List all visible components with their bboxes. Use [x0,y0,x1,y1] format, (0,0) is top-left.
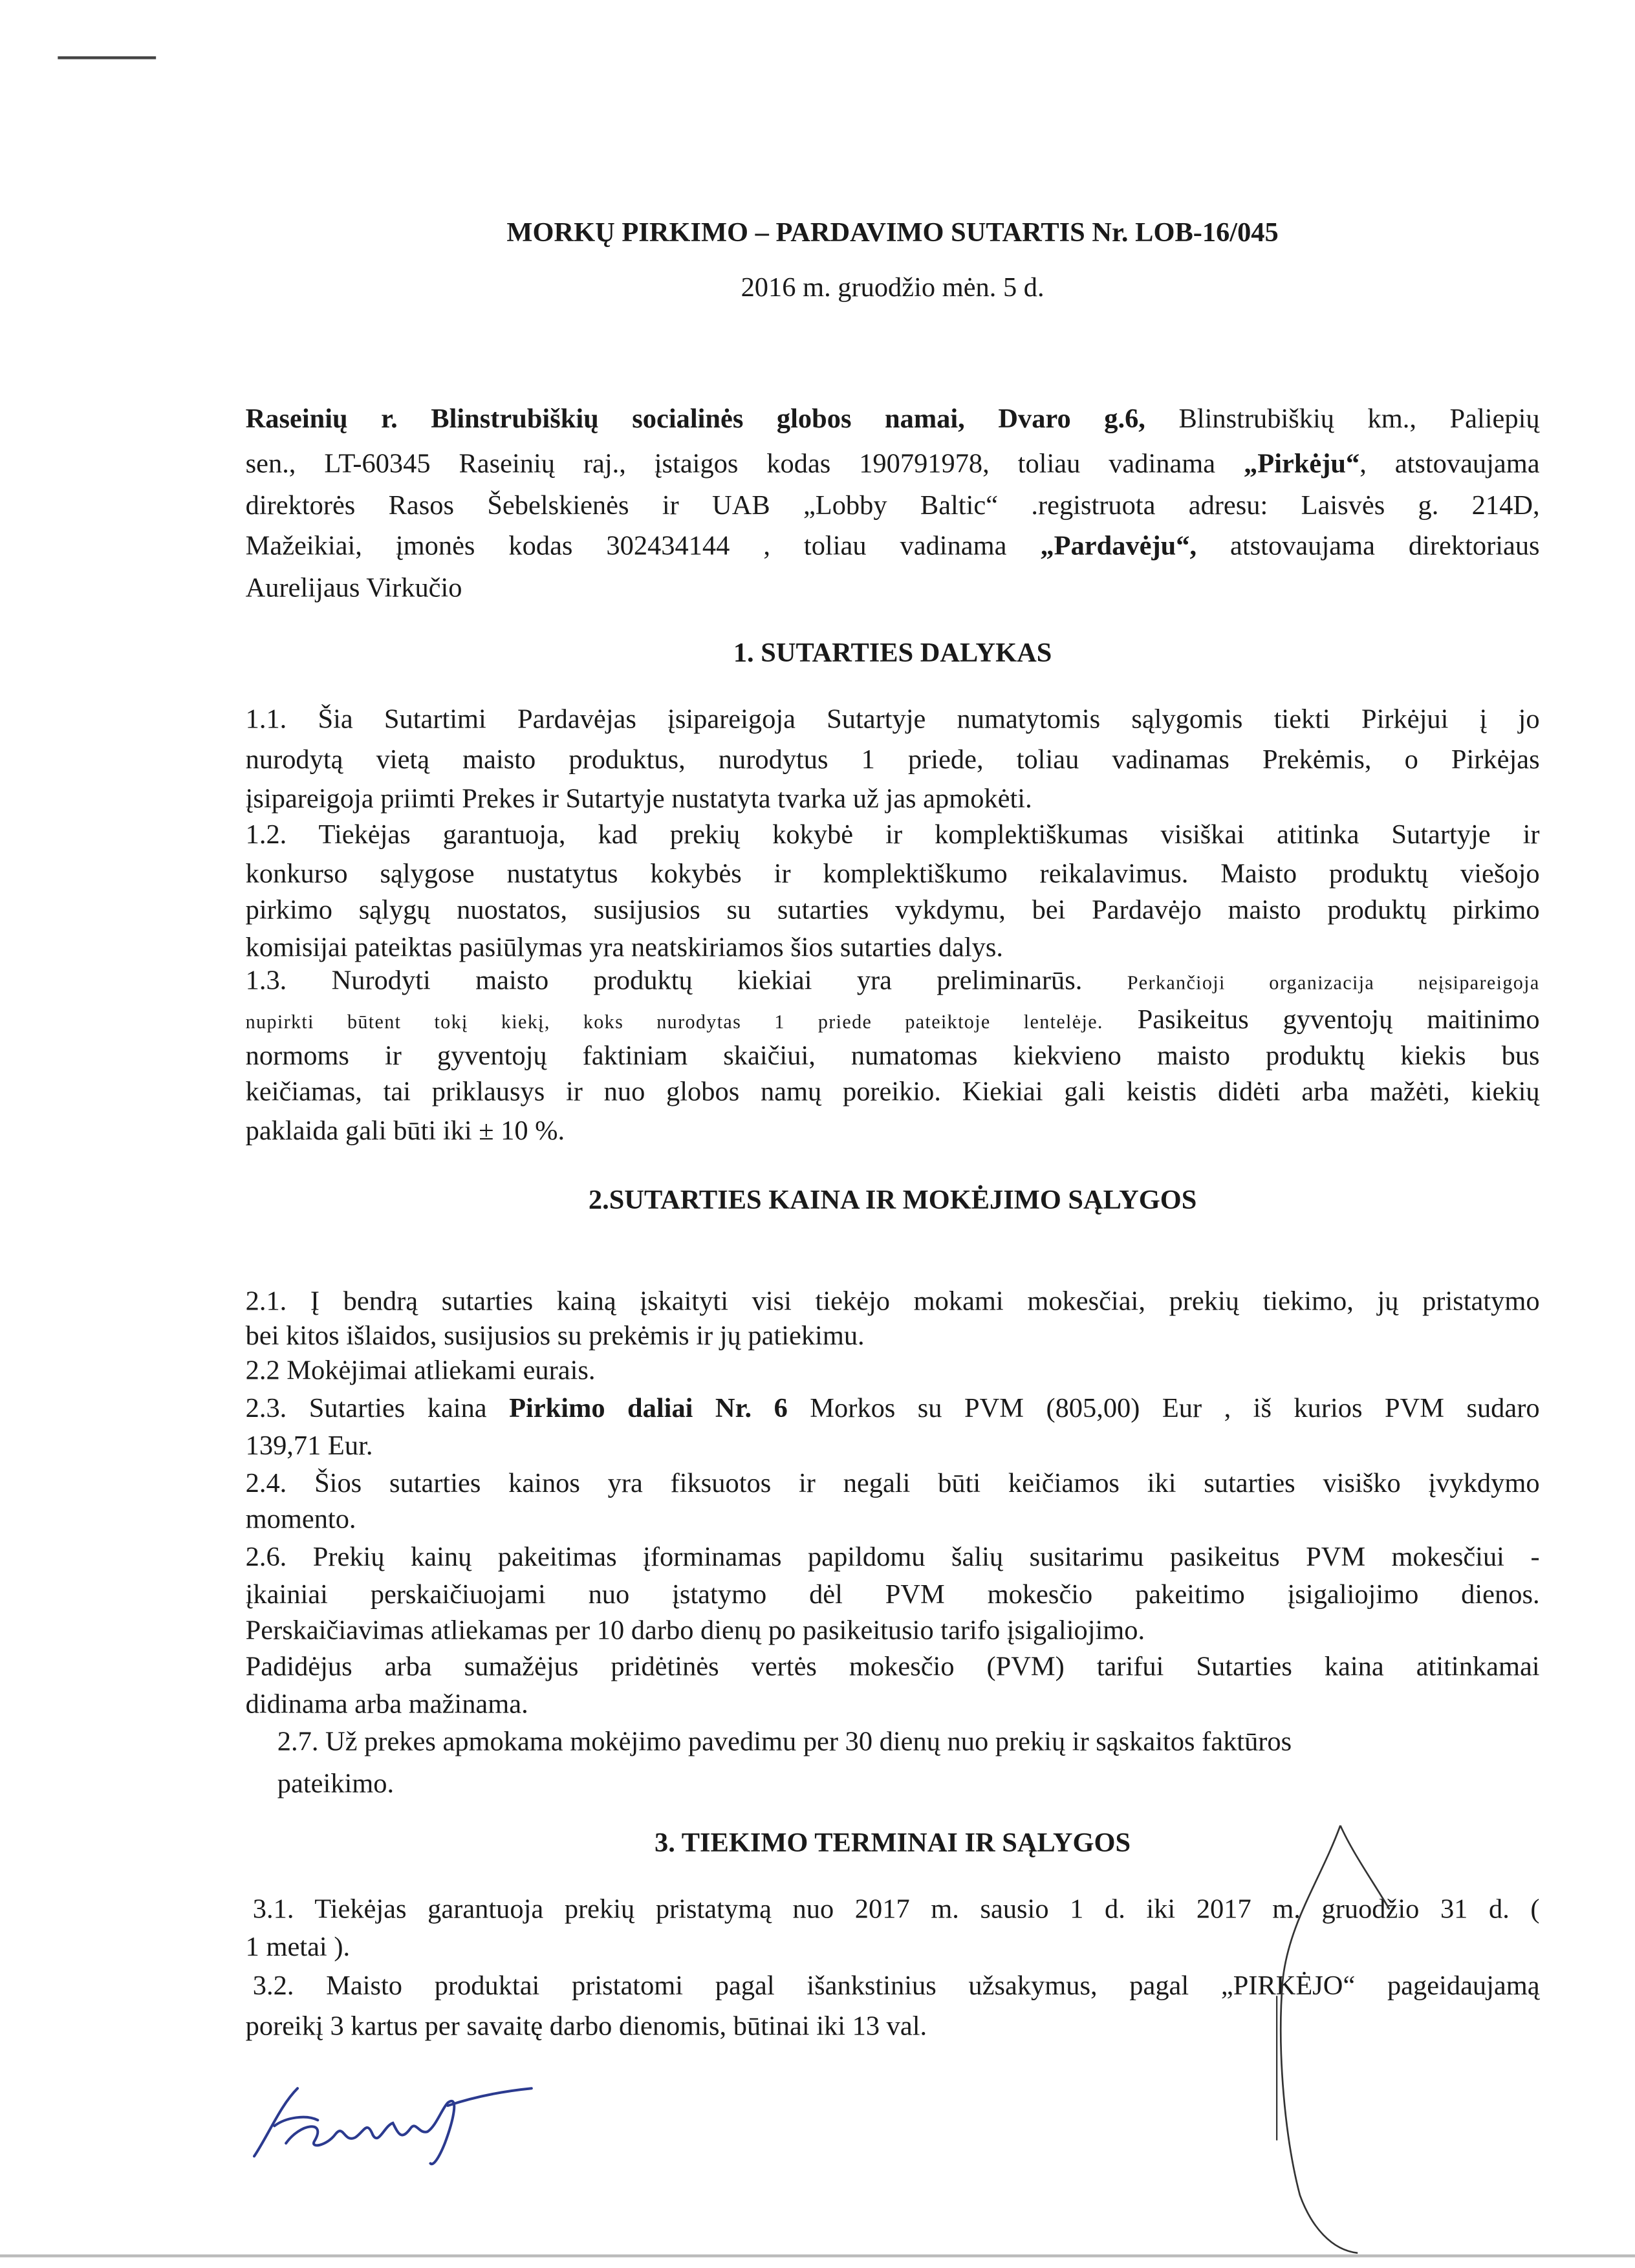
scan-mark [58,56,156,59]
clause-line: 2.2 Mokėjimai atliekami eurais. [245,1355,596,1387]
section-heading: 1. SUTARTIES DALYKAS [733,638,1052,669]
clause-text: Pasikeitus gyventojų maitinimo [1103,1005,1540,1036]
clause-line: didinama arba mažinama. [245,1689,528,1720]
clause-line: poreikį 3 kartus per savaitę darbo dienomis, būtinai iki 13 val. [245,2011,927,2042]
clause-small-text: nupirkti būtent tokį kiekį, koks nurodytas 1 priede pateiktoje lentelėje. [245,1011,1103,1033]
clause-line: pirkimo sąlygų nuostatos, susijusios su sutarties vykdymu, bei Pardavėjo maisto produktų pirkimo [245,895,1540,926]
clause-line: 3.1. Tiekėjas garantuoja prekių pristatymą nuo 2017 m. sausio 1 d. iki 2017 m. gruodžio 31 d. ( [252,1894,1540,1925]
document-date: 2016 m. gruodžio mėn. 5 d. [741,273,1045,303]
clause-line: komisijai pateiktas pasiūlymas yra neatskiriamos šios sutarties dalys. [245,933,1004,964]
clause-line: normoms ir gyventojų faktiniam skaičiui, numatomas kiekvieno maisto produktų kiekis bus [245,1041,1540,1072]
lot-number: Pirkimo daliai Nr. 6 [509,1394,788,1424]
section-heading: 2.SUTARTIES KAINA IR MOKĖJIMO SĄLYGOS [588,1185,1197,1216]
intro-text: sen., LT-60345 Raseinių raj., įstaigos kodas 190791978, toliau vadinama [245,449,1244,480]
clause-line: Padidėjus arba sumažėjus pridėtinės vertės mokesčio (PVM) tarifui Sutarties kaina atitinkamai [245,1652,1540,1683]
clause-line: 2.1. Į bendrą sutarties kainą įskaityti visi tiekėjo mokami mokesčiai, prekių tiekimo, jų pristatymo [245,1286,1540,1317]
signature-image [243,2077,539,2166]
clause-line: 2.4. Šios sutarties kainos yra fiksuotos ir negali būti keičiamos iki sutarties visiško įvykdymo [245,1469,1540,1500]
clause-line: 1.1. Šia Sutartimi Pardavėjas įsipareigoja Sutartyje numatytomis sąlygomis tiekti Pirkėjui į jo [245,704,1540,735]
intro-line: direktorės Rasos Šebelskienės ir UAB „Lobby Baltic“ .registruota adresu: Laisvės g. 214D, [245,491,1540,522]
clause-line: įkainiai perskaičiuojami nuo įstatymo dėl PVM mokesčio pakeitimo įsigaliojimo dienos. [245,1580,1540,1611]
clause-line: 2.7. Už prekes apmokama mokėjimo pavedimu per 30 dienų nuo prekių ir sąskaitos faktūros [277,1727,1292,1758]
clause-text: 2.3. Sutarties kaina [245,1394,510,1424]
intro-text: Mažeikiai, įmonės kodas 302434144 , toliau vadinama [245,531,1041,562]
clause-line [246,965,1540,1001]
clause-line: 3.2. Maisto produktai pristatomi pagal išankstinius užsakymus, pagal „PIRKĖJO“ pageidaujamą [252,1971,1540,2002]
clause-line: 139,71 Eur. [245,1431,373,1462]
clause-line: keičiamas, tai priklausys ir nuo globos namų poreikio. Kiekiai gali keistis didėti arba mažėti, kiekių [245,1077,1540,1108]
clause-line: 1.2. Tiekėjas garantuoja, kad prekių kokybė ir komplektiškumas visiškai atitinka Sutartyje ir [245,820,1540,851]
intro-text: atstovaujama direktoriaus [1196,531,1540,562]
section-heading: 3. TIEKIMO TERMINAI IR SĄLYGOS [655,1828,1131,1859]
clause-line: bei kitos išlaidos, susijusios su prekėmis ir jų patiekimu. [245,1321,865,1352]
clause-line: 2.6. Prekių kainų pakeitimas įforminamas papildomu šalių susitarimu pasikeitus PVM mokesčiui - [245,1542,1540,1573]
clause-text: Morkos su PVM (805,00) Eur , iš kurios PVM sudaro [787,1394,1540,1424]
clause-small-text: Perkančioji organizacija neįsipareigoja [1127,971,1540,994]
buyer-label: „Pirkėju“ [1244,449,1360,480]
clause-line: paklaida gali būti iki ± 10 %. [245,1116,565,1147]
clause-text: 1.3. Nurodyti maisto produktų kiekiai yra preliminarūs. [245,966,1127,997]
intro-line: Aurelijaus Virkučio [245,573,462,604]
clause-line: nurodytą vietą maisto produktus, nurodytus 1 priede, toliau vadinamas Prekėmis, o Pirkėjas [245,745,1540,776]
intro-text: Blinstrubiškių km., Paliepių [1145,404,1540,435]
intro-line [246,530,1540,565]
intro-text: , atstovaujama [1359,449,1540,480]
clause-line: įsipareigoja priimti Prekes ir Sutartyje nustatyta tvarka už jas apmokėti. [245,784,1032,815]
seller-label: „Pardavėju“, [1040,531,1197,562]
document-title: MORKŲ PIRKIMO – PARDAVIMO SUTARTIS Nr. LOB-16/045 [506,218,1279,249]
intro-line [246,403,1540,438]
intro-party-name: Raseinių r. Blinstrubiškių socialinės globos namai, Dvaro g.6, [245,404,1145,435]
clause-line: pateikimo. [277,1769,395,1800]
clause-line: konkurso sąlygose nustatytus kokybės ir komplektiškumo reikalavimus. Maisto produktų viešojo [245,859,1540,890]
clause-line: 1 metai ). [245,1932,351,1963]
clause-line: Perskaičiavimas atliekamas per 10 darbo dienų po pasikeitusio tarifo įsigaliojimo. [245,1615,1145,1647]
clause-line: momento. [245,1504,356,1535]
scan-edge [0,2254,1635,2257]
clause-line [246,1004,1540,1040]
stamp-outline [1257,1822,1430,2256]
clause-line [246,1392,1540,1427]
intro-line [246,448,1540,482]
